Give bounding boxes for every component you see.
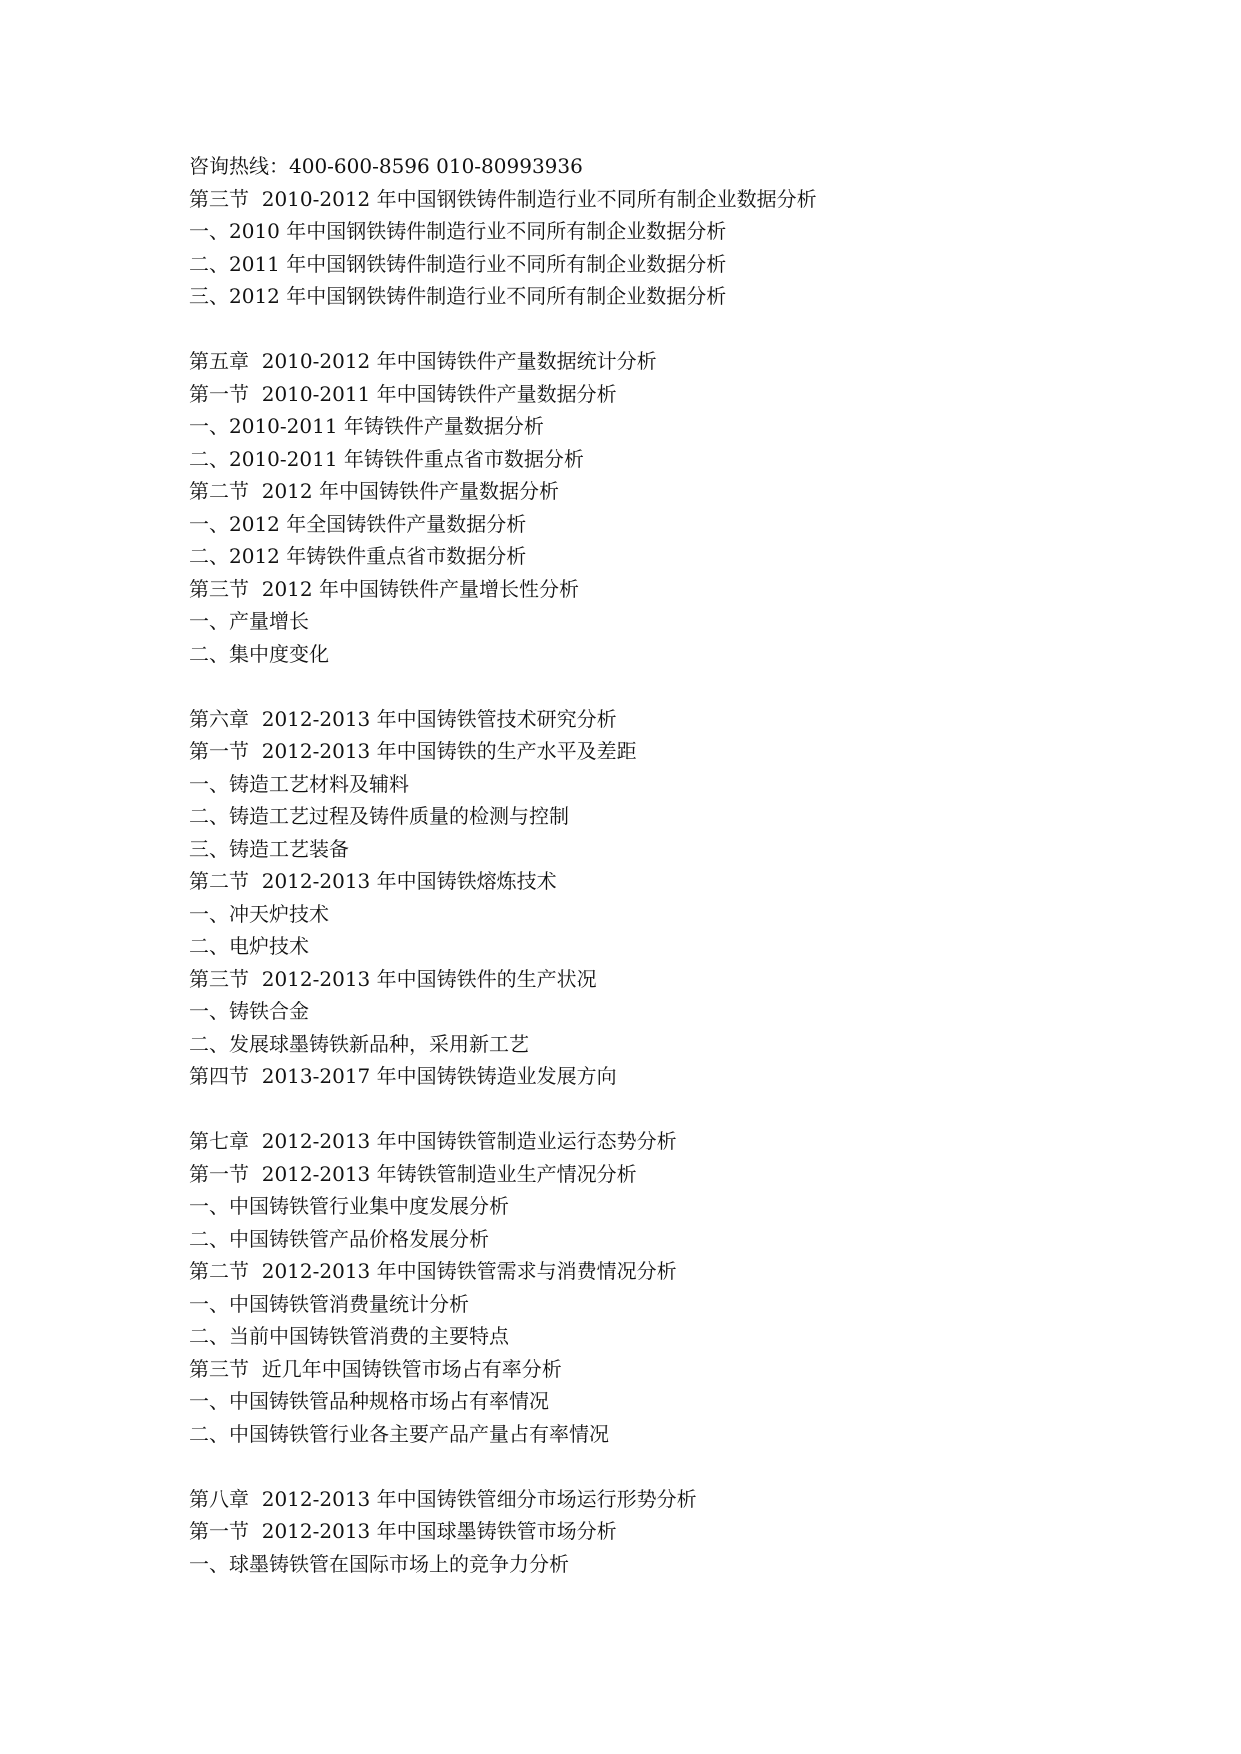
toc-item: 一、2012 年全国铸铁件产量数据分析 — [189, 511, 527, 536]
toc-group-chapter7 — [189, 1125, 1189, 1450]
toc-section-heading: 第三节 2012-2013 年中国铸铁件的生产状况 — [189, 966, 597, 991]
toc-item: 一、铸造工艺材料及辅料 — [189, 771, 409, 796]
toc-item: 三、铸造工艺装备 — [189, 836, 349, 861]
toc-item: 二、2012 年铸铁件重点省市数据分析 — [189, 544, 527, 568]
toc-section-heading: 第一节 2012-2013 年中国球墨铸铁管市场分析 — [189, 1519, 617, 1543]
toc-chapter-heading: 第八章 2012-2013 年中国铸铁管细分市场运行形势分析 — [189, 1486, 697, 1511]
toc-section-heading: 第二节 2012-2013 年中国铸铁管需求与消费情况分析 — [189, 1259, 677, 1283]
toc-item: 一、球墨铸铁管在国际市场上的竞争力分析 — [189, 1551, 569, 1576]
toc-chapter-heading: 第五章 2010-2012 年中国铸铁件产量数据统计分析 — [189, 349, 657, 373]
toc-item: 二、2011 年中国钢铁铸件制造行业不同所有制企业数据分析 — [189, 251, 727, 276]
toc-item: 二、电炉技术 — [189, 934, 309, 958]
toc-section-heading: 第三节 近几年中国铸铁管市场占有率分析 — [189, 1356, 562, 1381]
toc-group-chapter4-section3 — [189, 183, 1189, 313]
toc-section-heading: 第四节 2013-2017 年中国铸铁铸造业发展方向 — [189, 1064, 617, 1088]
toc-item: 一、中国铸铁管品种规格市场占有率情况 — [189, 1389, 549, 1413]
toc-section-heading: 第三节 2010-2012 年中国钢铁铸件制造行业不同所有制企业数据分析 — [189, 186, 817, 211]
hotline-text: 咨询热线：400-600-8596 010-80993936 — [189, 154, 583, 178]
blank-line — [189, 313, 1189, 346]
toc-section-heading: 第一节 2012-2013 年铸铁管制造业生产情况分析 — [189, 1161, 637, 1186]
blank-line — [189, 670, 1189, 703]
table-of-contents — [189, 150, 1189, 1580]
toc-item: 一、铸铁合金 — [189, 999, 309, 1023]
toc-group-chapter5 — [189, 345, 1189, 670]
toc-item: 二、集中度变化 — [189, 641, 329, 666]
toc-group-chapter8 — [189, 1483, 1189, 1581]
toc-item: 二、中国铸铁管行业各主要产品产量占有率情况 — [189, 1421, 609, 1446]
toc-item: 二、铸造工艺过程及铸件质量的检测与控制 — [189, 804, 569, 828]
toc-section-heading: 第二节 2012-2013 年中国铸铁熔炼技术 — [189, 869, 557, 893]
toc-item: 一、2010 年中国钢铁铸件制造行业不同所有制企业数据分析 — [189, 219, 727, 243]
blank-line — [189, 1093, 1189, 1126]
toc-item: 一、2010-2011 年铸铁件产量数据分析 — [189, 414, 544, 438]
toc-item: 一、产量增长 — [189, 609, 309, 633]
toc-item: 二、发展球墨铸铁新品种，采用新工艺 — [189, 1031, 529, 1056]
toc-item: 二、当前中国铸铁管消费的主要特点 — [189, 1324, 509, 1348]
toc-item: 一、中国铸铁管消费量统计分析 — [189, 1291, 469, 1316]
toc-section-heading: 第二节 2012 年中国铸铁件产量数据分析 — [189, 479, 559, 503]
toc-section-heading: 第一节 2012-2013 年中国铸铁的生产水平及差距 — [189, 739, 637, 763]
toc-group-chapter6 — [189, 703, 1189, 1093]
toc-section-heading: 第三节 2012 年中国铸铁件产量增长性分析 — [189, 576, 579, 601]
toc-item: 二、中国铸铁管产品价格发展分析 — [189, 1226, 489, 1251]
toc-chapter-heading: 第七章 2012-2013 年中国铸铁管制造业运行态势分析 — [189, 1129, 677, 1153]
toc-item: 一、中国铸铁管行业集中度发展分析 — [189, 1194, 509, 1218]
toc-chapter-heading: 第六章 2012-2013 年中国铸铁管技术研究分析 — [189, 706, 617, 731]
blank-line — [189, 1450, 1189, 1483]
toc-item: 二、2010-2011 年铸铁件重点省市数据分析 — [189, 446, 584, 471]
toc-item: 三、2012 年中国钢铁铸件制造行业不同所有制企业数据分析 — [189, 284, 727, 308]
toc-item: 一、冲天炉技术 — [189, 901, 329, 926]
toc-section-heading: 第一节 2010-2011 年中国铸铁件产量数据分析 — [189, 381, 617, 406]
